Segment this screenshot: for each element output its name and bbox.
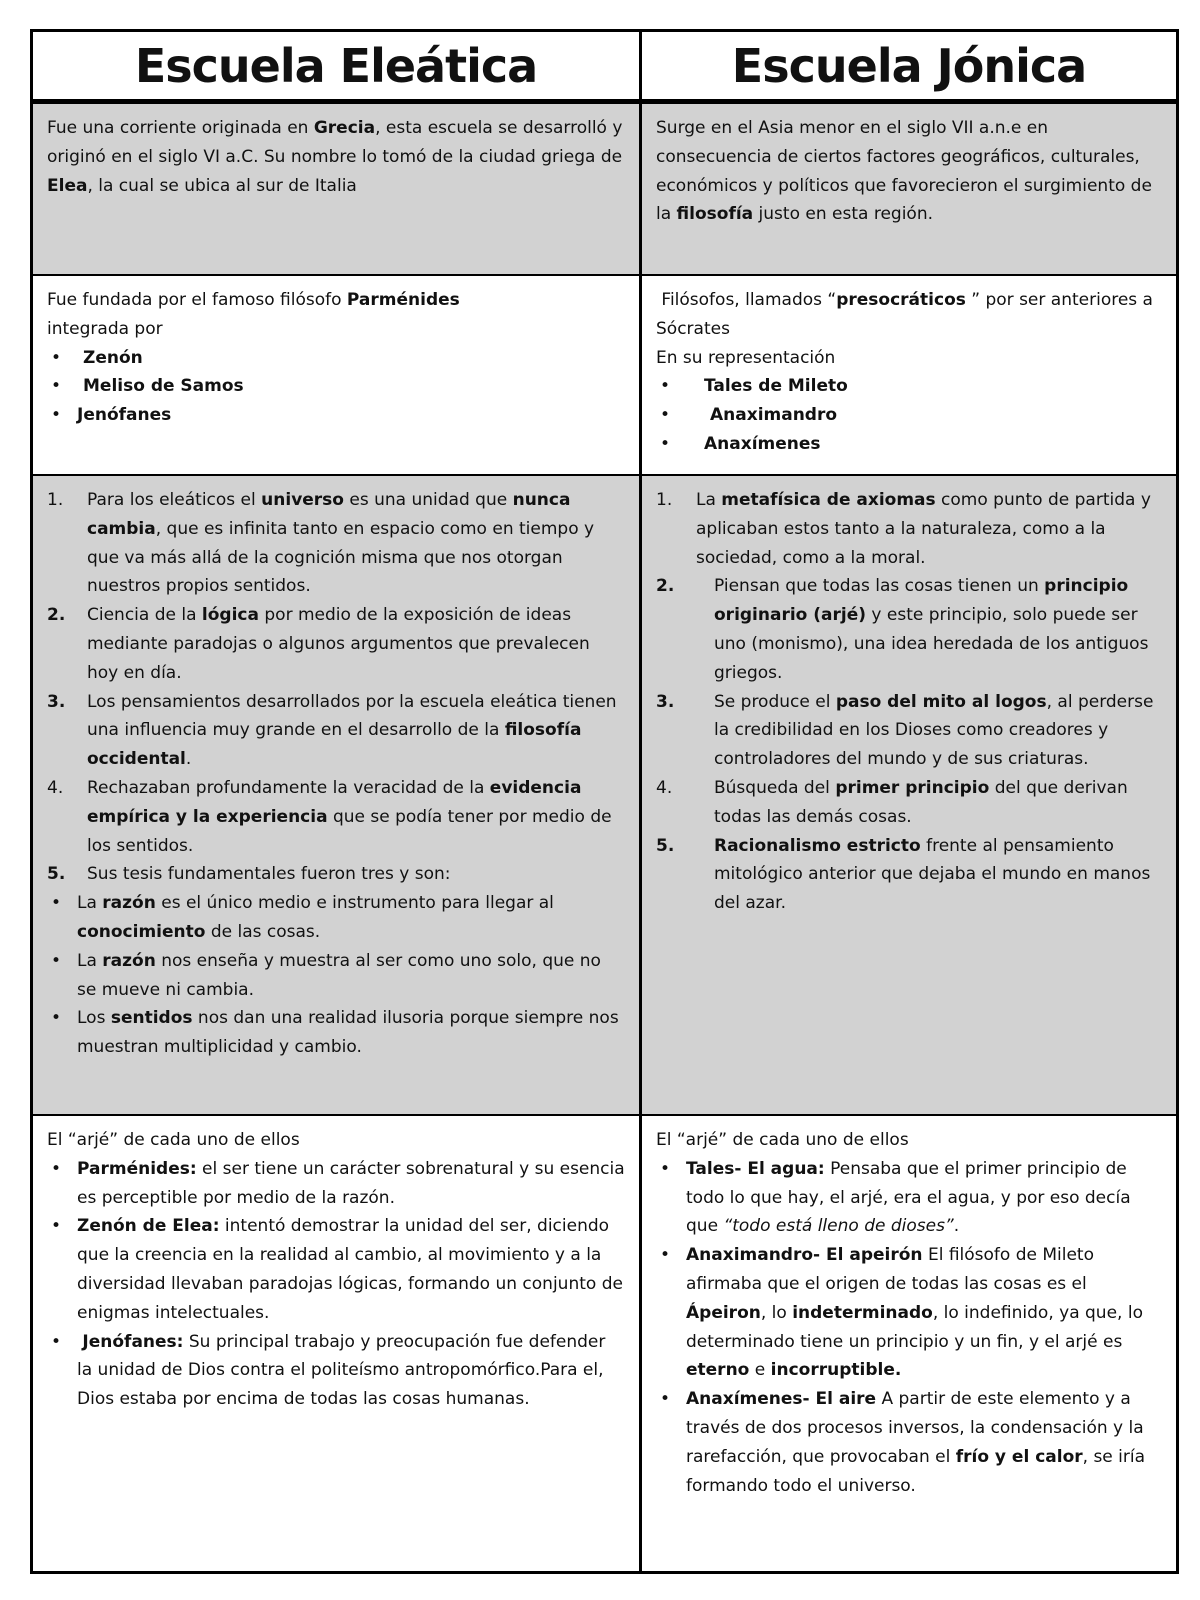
list-item: 4. Búsqueda del primer principio del que derivan todas las demás cosas. [656, 777, 1128, 827]
list-item: 1. Para los eleáticos el universo es una unidad que nunca cambia, que es infinita tanto en espacio como en tiempo y que va más allá de la cognición misma que nos otorgan nuestros propios sentidos. [47, 490, 595, 597]
origin-text-eleatica: Fue una corriente originada en Grecia, esta escuela se desarrolló y originó en el siglo VI a.C. Su nombre lo tomó de la ciudad griega de Elea, la cual se ubica al sur de Italia [47, 118, 623, 196]
comparison-table [30, 29, 1179, 1574]
ideas-cell-jonica [642, 476, 1176, 1114]
origin-cell-jonica [642, 104, 1176, 274]
title-jonica: Escuela Jónica [731, 38, 1087, 93]
list-item: • Zenón [47, 344, 625, 373]
header-cell-jonica [642, 32, 1176, 99]
origin-cell-eleatica [33, 104, 642, 274]
ideas-cell-eleatica [33, 476, 642, 1114]
title-eleatica: Escuela Eleática [134, 38, 538, 93]
list-item: • Jenófanes: Su principal trabajo y preocupación fue defender la unidad de Dios contra el politeísmo antropomórfico.Para el, Dios estaba por encima de todas las cosas humanas. [47, 1328, 625, 1414]
list-item: • Tales- El agua: Pensaba que el primer principio de todo lo que hay, el arjé, era el agua, y por eso decía que “todo está lleno de dioses”. [656, 1155, 1162, 1241]
list-item: • La razón es el único medio e instrumento para llegar al conocimiento de las cosas. [47, 889, 625, 947]
list-item: • Los sentidos nos dan una realidad ilusoria porque siempre nos muestran multiplicidad y cambio. [47, 1004, 625, 1062]
members-cell-eleatica [33, 276, 642, 474]
members-row [33, 276, 1176, 476]
arje-intro-eleatica: El “arjé” de cada uno de ellos [47, 1130, 300, 1150]
origin-row [33, 104, 1176, 276]
list-item: 2. Ciencia de la lógica por medio de la exposición de ideas mediante paradojas o algunos argumentos que prevalecen hoy en día. [47, 605, 590, 683]
list-item: • Zenón de Elea: intentó demostrar la unidad del ser, diciendo que la creencia en la realidad al cambio, al movimiento y a la diversidad llevaban paradojas lógicas, formando un conjunto de enigmas intelectuales. [47, 1212, 625, 1327]
list-item: • Anaxímenes- El aire A partir de este elemento y a través de dos procesos inversos, la condensación y la rarefacción, que provocaban el frío y el calor, se iría formando todo el universo. [656, 1385, 1162, 1500]
list-item: • Meliso de Samos [47, 372, 625, 401]
arje-cell-eleatica [33, 1116, 642, 1571]
list-item: 5. Racionalismo estricto frente al pensamiento mitológico anterior que dejaba el mundo en manos del azar. [656, 835, 1151, 914]
members-intro-eleatica: Fue fundada por el famoso filósofo Parménides [47, 290, 460, 310]
members-intro-jonica: Filósofos, llamados “presocráticos ” por ser anteriores a Sócrates [656, 290, 1153, 339]
list-item: • Anaximandro [656, 401, 1162, 430]
list-item: • Parménides: el ser tiene un carácter sobrenatural y su esencia es perceptible por medio de la razón. [47, 1155, 625, 1213]
members-cell-jonica [642, 276, 1176, 474]
list-item: 3. Se produce el paso del mito al logos, al perderse la credibilidad en los Dioses como creadores y controladores del mundo y de sus criaturas. [656, 691, 1154, 770]
list-item: • Anaximandro- El apeirón El filósofo de Mileto afirmaba que el origen de todas las cosas es el Ápeiron, lo indeterminado, lo indefinido, ya que, lo determinado tiene un principio y un fin, y el arjé es eterno e incorruptible. [656, 1241, 1162, 1385]
arje-row [33, 1116, 1176, 1571]
origin-text-jonica: Surge en el Asia menor en el siglo VII a.n.e en consecuencia de ciertos factores geográficos, culturales, económicos y políticos que favorecieron el surgimiento de la filosofía justo en esta región. [656, 118, 1152, 225]
list-item: • Jenófanes [47, 401, 625, 430]
list-item: 1. La metafísica de axiomas como punto de partida y aplicaban estos tanto a la naturaleza, como a la sociedad, como a la moral. [656, 490, 1151, 568]
ideas-row [33, 476, 1176, 1116]
list-item: 3. Los pensamientos desarrollados por la escuela eleática tienen una influencia muy grande en el desarrollo de la filosofía occidental. [47, 691, 617, 770]
members-intro2-eleatica: integrada por [47, 318, 163, 339]
list-item: 4. Rechazaban profundamente la veracidad de la evidencia empírica y la experiencia que se podía tener por medio de los sentidos. [47, 777, 612, 856]
list-item: • La razón nos enseña y muestra al ser como uno solo, que no se mueve ni cambia. [47, 947, 625, 1005]
members-intro2-jonica: En su representación [656, 347, 836, 368]
list-item: 5. Sus tesis fundamentales fueron tres y son: [47, 864, 451, 885]
list-item: • Anaxímenes [656, 430, 1162, 459]
header-cell-eleatica [33, 32, 642, 99]
arje-intro-jonica: El “arjé” de cada uno de ellos [656, 1130, 909, 1150]
list-item: 2. Piensan que todas las cosas tienen un principio originario (arjé) y este principio, solo puede ser uno (monismo), una idea heredada de los antiguos griegos. [656, 576, 1149, 683]
arje-cell-jonica [642, 1116, 1176, 1571]
header-row [33, 32, 1176, 104]
list-item: • Tales de Mileto [656, 372, 1162, 401]
